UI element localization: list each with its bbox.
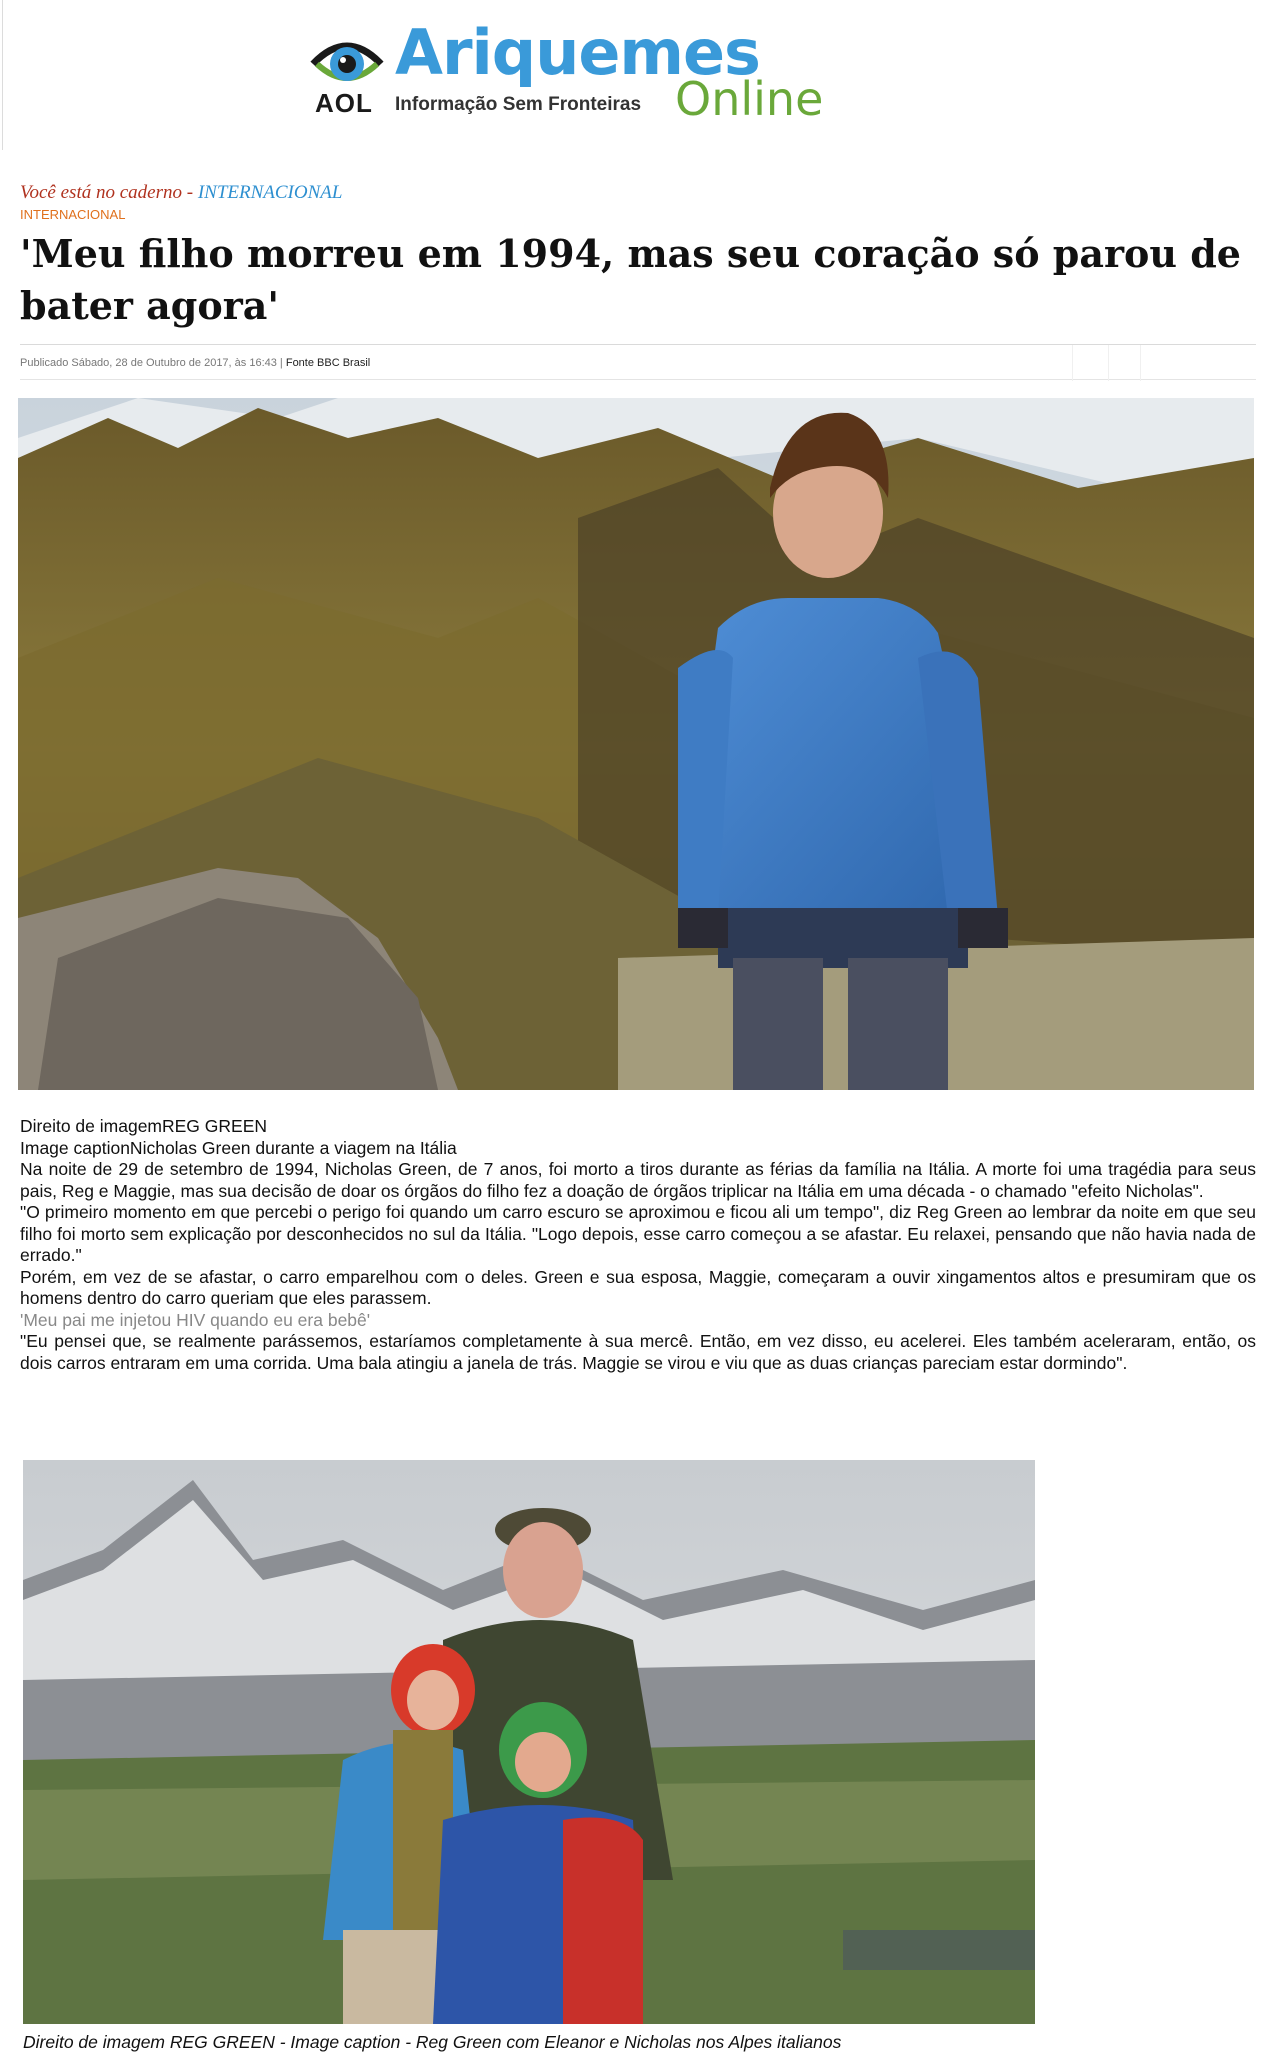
article-body — [20, 1116, 1256, 1374]
related-article-link[interactable]: 'Meu pai me injetou HIV quando eu era bebê' — [20, 1309, 371, 1330]
section-tag[interactable]: INTERNACIONAL — [20, 207, 126, 222]
article-paragraph: "O primeiro momento em que percebi o perigo foi quando um carro escuro se aproximou e ficou ali um tempo", diz Reg Green ao lembrar da noite em que seu filho foi morto sem explicação por desconhecidos no sul da Itália. "Logo depois, esse carro começou a se afastar. Eu relaxei, pensando que não havia nada de errado." — [20, 1202, 1256, 1265]
share-slot[interactable] — [1140, 345, 1170, 381]
image-credit: Direito de imagemREG GREEN — [20, 1116, 268, 1136]
site-logo[interactable] — [307, 16, 824, 132]
logo-title: Ariquemes — [395, 16, 760, 89]
article-paragraph: Porém, em vez de se afastar, o carro emparelhou com o deles. Green e sua esposa, Maggie, começaram a ouvir xingamentos altos e presumiram que os homens dentro do carro queriam que eles parassem. — [20, 1266, 1256, 1308]
image-caption-family: Direito de imagem REG GREEN - Image caption - Reg Green com Eleanor e Nicholas nos Alpes italianos — [23, 2032, 842, 2052]
article-paragraph: "Eu pensei que, se realmente parássemos, estaríamos completamente à sua mercê. Então, em vez disso, eu acelerei. Eles também aceleraram, então, os dois carros entraram em uma corrida. Uma bala atingiu a janela de trás. Maggie se virou e viu que as duas crianças pareciam estar dormindo". — [20, 1331, 1256, 1373]
share-slot[interactable] — [1108, 345, 1138, 381]
logo-online: Online — [675, 72, 824, 126]
share-slot[interactable] — [1072, 345, 1102, 381]
article-paragraph: Na noite de 29 de setembro de 1994, Nicholas Green, de 7 anos, foi morto a tiros durante as férias da família na Itália. A morte foi uma tragédia para seus pais, Reg e Maggie, mas sua decisão de doar os órgãos do filho fez a doação de órgãos triplicar na Itália em uma década - o chamado "efeito Nicholas". — [20, 1159, 1256, 1201]
article-photo-family — [23, 1460, 1035, 2024]
article-photo-nicholas — [18, 398, 1254, 1090]
breadcrumb-prefix: Você está no caderno - — [20, 182, 198, 203]
site-header — [0, 0, 1284, 150]
article-meta-bar — [20, 344, 1256, 380]
logo-aol: AOL — [315, 88, 373, 118]
article-headline: 'Meu filho morreu em 1994, mas seu coração só parou de bater agora' — [20, 231, 1241, 328]
header-divider — [2, 0, 3, 150]
publish-date: Publicado Sábado, 28 de Outubro de 2017, às 16:43 | — [20, 357, 286, 369]
logo-tagline: Informação Sem Fronteiras — [395, 94, 642, 115]
article-source: Fonte BBC Brasil — [285, 357, 371, 369]
image-caption: Image captionNicholas Green durante a viagem na Itália — [20, 1137, 457, 1158]
breadcrumb-section-link[interactable]: INTERNACIONAL — [197, 182, 343, 203]
breadcrumb — [20, 182, 342, 204]
article-meta — [20, 357, 370, 369]
